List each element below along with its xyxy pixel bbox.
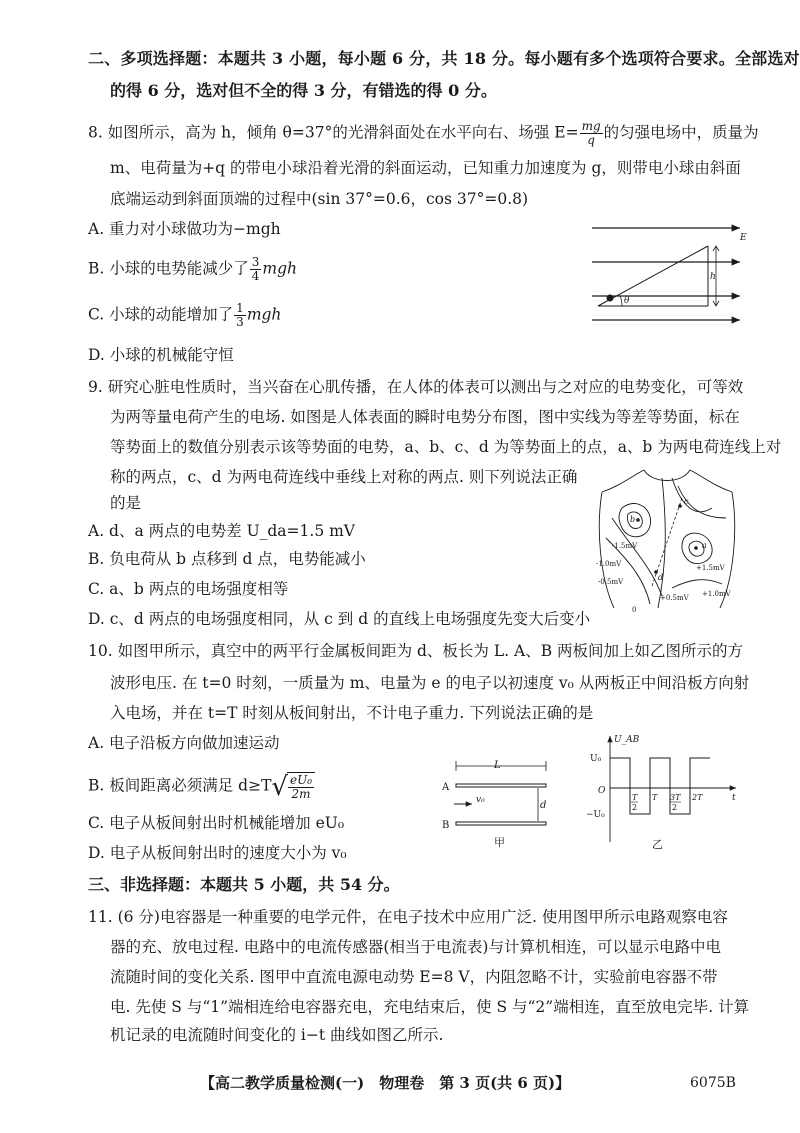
angle-arc (620, 296, 622, 306)
q9-line1: 9. 研究心脏电性质时，当兴奋在心肌传播，在人体的体表可以测出与之对应的电势变化，可等效 (88, 378, 744, 396)
q8-option-b-post: mgh (262, 259, 297, 278)
radical-sign: √ (271, 771, 288, 802)
square-wave-trace (610, 758, 710, 814)
q8-option-a: A. 重力对小球做功为−mgh (88, 220, 281, 238)
half-T-num: T (632, 793, 638, 802)
body-outline (602, 470, 644, 492)
q10-square-wave-figure (586, 730, 746, 858)
q10-line3: 入电场，并在 t=T 时刻从板间射出，不计电子重力. 下列说法正确的是 (110, 704, 594, 722)
threehalf-T-num: 3T (670, 793, 681, 802)
U0-label: U₀ (590, 754, 602, 764)
q8-option-b-num: 3 (251, 255, 260, 269)
q8-fraction-num: mg (581, 119, 601, 133)
negU0-label: −U₀ (586, 810, 605, 820)
B-label: B (442, 820, 450, 831)
label-c: c (684, 497, 689, 506)
q10-option-b-fraction (288, 774, 314, 801)
q10-option-d: D. 电子从板间射出时的速度大小为 v₀ (88, 844, 347, 862)
potential-label: 0 (632, 606, 637, 614)
potential-label: +1.5mV (696, 564, 725, 572)
q9-line4: 称的两点，c、d 为两电荷连线中垂线上对称的两点. 则下列说法正确 (110, 468, 578, 486)
section2-heading-line2: 的得 6 分，选对但不全的得 3 分，有错选的得 0 分。 (110, 81, 497, 100)
2T-label: 2T (692, 793, 703, 802)
d-label: d (540, 800, 547, 811)
q8-option-c (88, 302, 281, 329)
q10-option-c: C. 电子从板间射出时机械能增加 eU₀ (88, 814, 345, 832)
incline-slope (598, 246, 708, 306)
q9-option-c: C. a、b 两点的电场强度相等 (88, 580, 289, 598)
E-label: E (740, 233, 747, 243)
q8-option-c-post: mgh (246, 305, 282, 324)
t-axis-label: t (732, 793, 736, 803)
q11-line1: 11. (6 分)电容器是一种重要的电学元件，在电子技术中应用广泛. 使用图甲所示电路观察电容 (88, 908, 728, 926)
q10-option-b-num: eU₀ (290, 773, 313, 787)
page-footer: 【高二教学质量检测(一) 物理卷 第 3 页(共 6 页)】 (200, 1074, 571, 1092)
q8-field-fraction (580, 120, 603, 147)
potential-label: +1.0mV (702, 590, 731, 598)
q10-plates-figure (428, 758, 568, 858)
potential-label: +0.5mV (660, 594, 689, 602)
potential-label: -0.5mV (598, 578, 624, 586)
q8-option-c-num: 1 (236, 301, 244, 315)
q10-line1: 10. 如图甲所示，真空中的两平行金属板间距为 d、板长为 L. A、B 两板间加上如乙图所示的方 (88, 642, 744, 660)
ball (607, 295, 614, 302)
caption-yi: 乙 (652, 838, 663, 851)
q8-option-c-den: 3 (236, 315, 244, 329)
q8-option-c-fraction (234, 302, 246, 329)
q8-incline-figure (590, 218, 750, 338)
q9-option-a: A. d、a 两点的电势差 U_da=1.5 mV (88, 522, 355, 540)
q11-line2: 器的充、放电过程. 电路中的电流传感器(相当于电流表)与计算机相连，可以显示电路中电 (110, 938, 721, 956)
q10-option-b (88, 772, 315, 801)
A-label: A (442, 782, 450, 793)
body-outline (690, 470, 732, 492)
point-c (678, 504, 682, 508)
equipotential-line (672, 580, 722, 588)
half-T-den: 2 (632, 803, 638, 812)
q9-option-b: B. 负电荷从 b 点移到 d 点，电势能减小 (88, 550, 366, 568)
q8-option-c-pre: C. 小球的动能增加了 (88, 305, 234, 324)
section2-heading-line1: 二、多项选择题：本题共 3 小题，每小题 6 分，共 18 分。每小题有多个选项符合要求。全部选对 (88, 49, 800, 68)
q8-line2: m、电荷量为+q 的带电小球沿着光滑的斜面运动，已知重力加速度为 g，则带电小球由斜面 (110, 159, 741, 177)
theta-label: θ (624, 296, 630, 306)
q10-line2: 波形电压. 在 t=0 时刻，一质量为 m、电量为 e 的电子以初速度 v₀ 从两板正中间沿板方向射 (110, 674, 750, 692)
q8-option-b-den: 4 (251, 269, 260, 283)
point-b (636, 518, 640, 522)
UAB-label: U_AB (614, 735, 640, 745)
label-d: d (658, 573, 664, 582)
origin-label: O (598, 786, 606, 796)
q8-option-b (88, 256, 297, 283)
q10-option-b-den: 2m (291, 787, 311, 801)
plate-B (456, 822, 546, 825)
plate-A (456, 784, 546, 787)
caption-jia: 甲 (494, 836, 505, 849)
q8-line1-post: 的匀强电场中，质量为 (603, 123, 759, 142)
q9-potential-figure (592, 468, 742, 616)
point-a (694, 546, 698, 550)
section3-heading: 三、非选择题：本题共 5 小题，共 54 分。 (88, 875, 400, 894)
q10-option-b-pre: B. 板间距离必须满足 d≥T (88, 776, 272, 795)
q8-fraction-den: q (587, 133, 595, 147)
q8-option-b-fraction (250, 256, 262, 283)
q11-line4: 电. 先使 S 与“1”端相连给电容器充电，充电结束后，使 S 与“2”端相连，直至放电完毕. 计算 (110, 998, 750, 1016)
q11-line5: 机记录的电流随时间变化的 i−t 曲线如图乙所示. (110, 1026, 444, 1044)
label-b: b (630, 515, 636, 524)
potential-label: -1.5mV (612, 542, 638, 550)
h-label: h (710, 272, 716, 282)
sqrt-expression (271, 772, 315, 801)
q9-line2: 为两等量电荷产生的电场. 如图是人体表面的瞬时电势分布图，图中实线为等差等势面，标在 (110, 408, 740, 426)
v0-label: v₀ (476, 795, 485, 805)
q11-line3: 流随时间的变化关系. 图甲中直流电源电动势 E=8 V，内阻忽略不计，实验前电容器不带 (110, 968, 718, 986)
q8-line1-pre: 8. 如图所示，高为 h，倾角 θ=37°的光滑斜面处在水平向右、场强 E= (88, 123, 579, 142)
q9-line3: 等势面上的数值分别表示该等势面的电势，a、b、c、d 为等势面上的点，a、b 为两电荷连线上对 (110, 438, 782, 456)
potential-label: -1.0mV (596, 560, 622, 568)
q10-option-a: A. 电子沿板方向做加速运动 (88, 734, 280, 752)
q8-option-b-pre: B. 小球的电势能减少了 (88, 259, 249, 278)
L-label: L (494, 760, 501, 771)
paper-code: 6075B (690, 1075, 736, 1091)
body-outline (644, 470, 690, 481)
label-a: a (702, 541, 707, 550)
body-outline (599, 492, 614, 608)
threehalf-T-den: 2 (672, 803, 678, 812)
q8-line3: 底端运动到斜面顶端的过程中(sin 37°=0.6，cos 37°=0.8) (110, 190, 529, 208)
q9-option-d: D. c、d 两点的电场强度相同，从 c 到 d 的直线上电场强度先变大后变小 (88, 610, 591, 628)
q8-option-d: D. 小球的机械能守恒 (88, 346, 234, 364)
T-label: T (652, 793, 658, 802)
q9-line5: 的是 (110, 494, 142, 512)
q8-line1 (88, 120, 759, 147)
